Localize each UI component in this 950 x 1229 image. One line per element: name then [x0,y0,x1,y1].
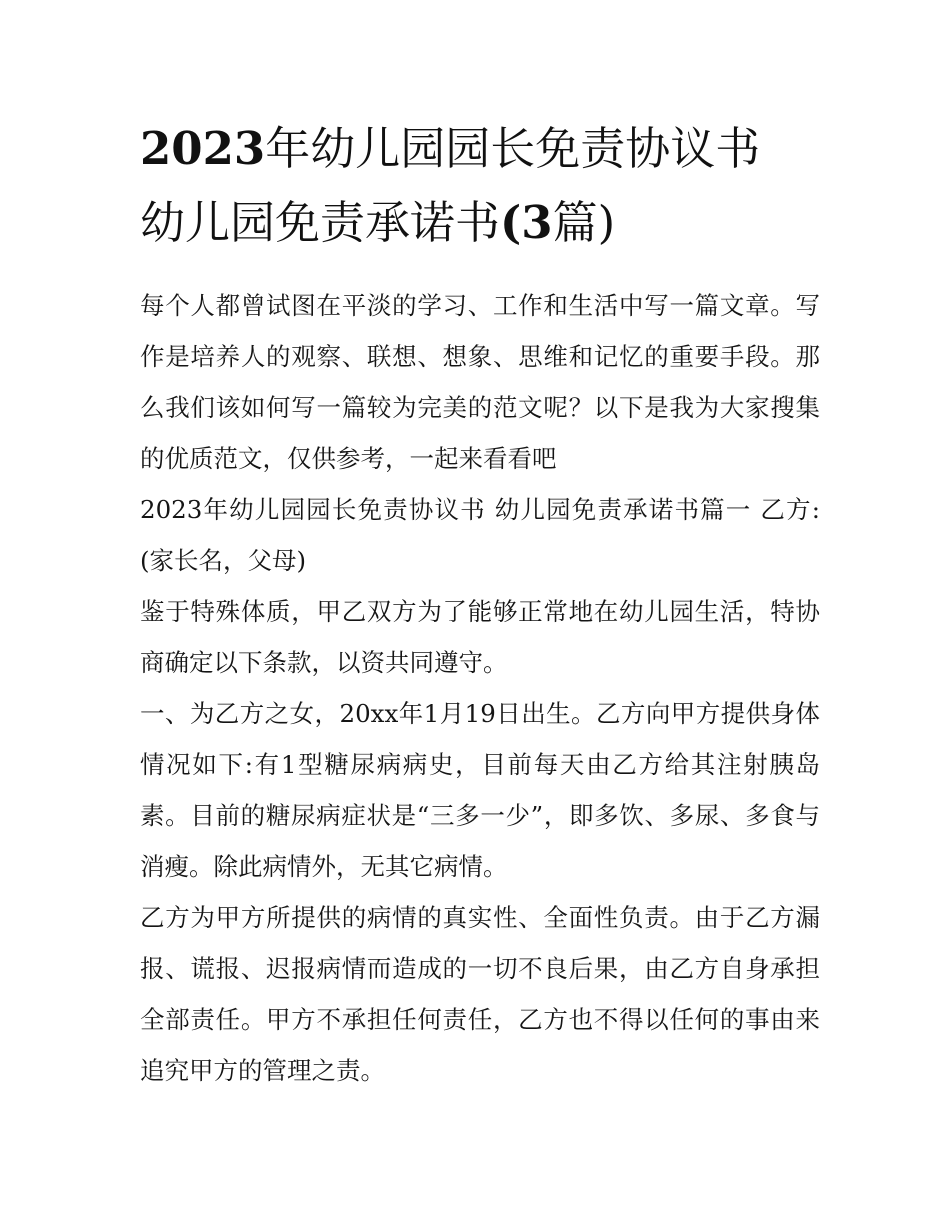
title-line-2-suffix: 篇) [552,196,616,249]
clause-one-paragraph: 一、为乙方之女，20xx年1月19日出生。乙方向甲方提供身体情况如下:有1型糖尿病病史，目前每天由乙方给其注射胰岛素。目前的糖尿病症状是“三多一少”，即多饮、多尿、多食与消瘦。除此病情外，无其它病情。 [140,699,820,881]
document-title [140,112,830,260]
document-body [140,280,820,1096]
title-line-1-text: 年幼儿园园长免责协议书 [265,122,761,175]
title-count: (3 [500,196,553,249]
intro-paragraph: 每个人都曾试图在平淡的学习、工作和生活中写一篇文章。写作是培养人的观察、联想、想象、思维和记忆的重要手段。那么我们该如何写一篇较为完美的范文呢？以下是我为大家搜集的优质范文，仅供参考，一起来看看吧 [140,291,820,473]
agreement-purpose-paragraph: 鉴于特殊体质，甲乙双方为了能够正常地在幼儿园生活，特协商确定以下条款，以资共同遵守。 [140,597,820,677]
title-year: 2023 [140,122,266,175]
title-line-2-text: 幼儿园免责承诺书 [140,196,501,249]
title-line-1 [140,112,830,186]
liability-paragraph: 乙方为甲方所提供的病情的真实性、全面性负责。由于乙方漏报、谎报、迟报病情而造成的一切不良后果，由乙方自身承担全部责任。甲方不承担任何责任，乙方也不得以任何的事由来追究甲方的管理之责。 [140,903,820,1085]
title-line-2 [140,186,830,260]
section-heading-paragraph: 2023年幼儿园园长免责协议书 幼儿园免责承诺书篇一 乙方:(家长名，父母) [140,495,820,575]
